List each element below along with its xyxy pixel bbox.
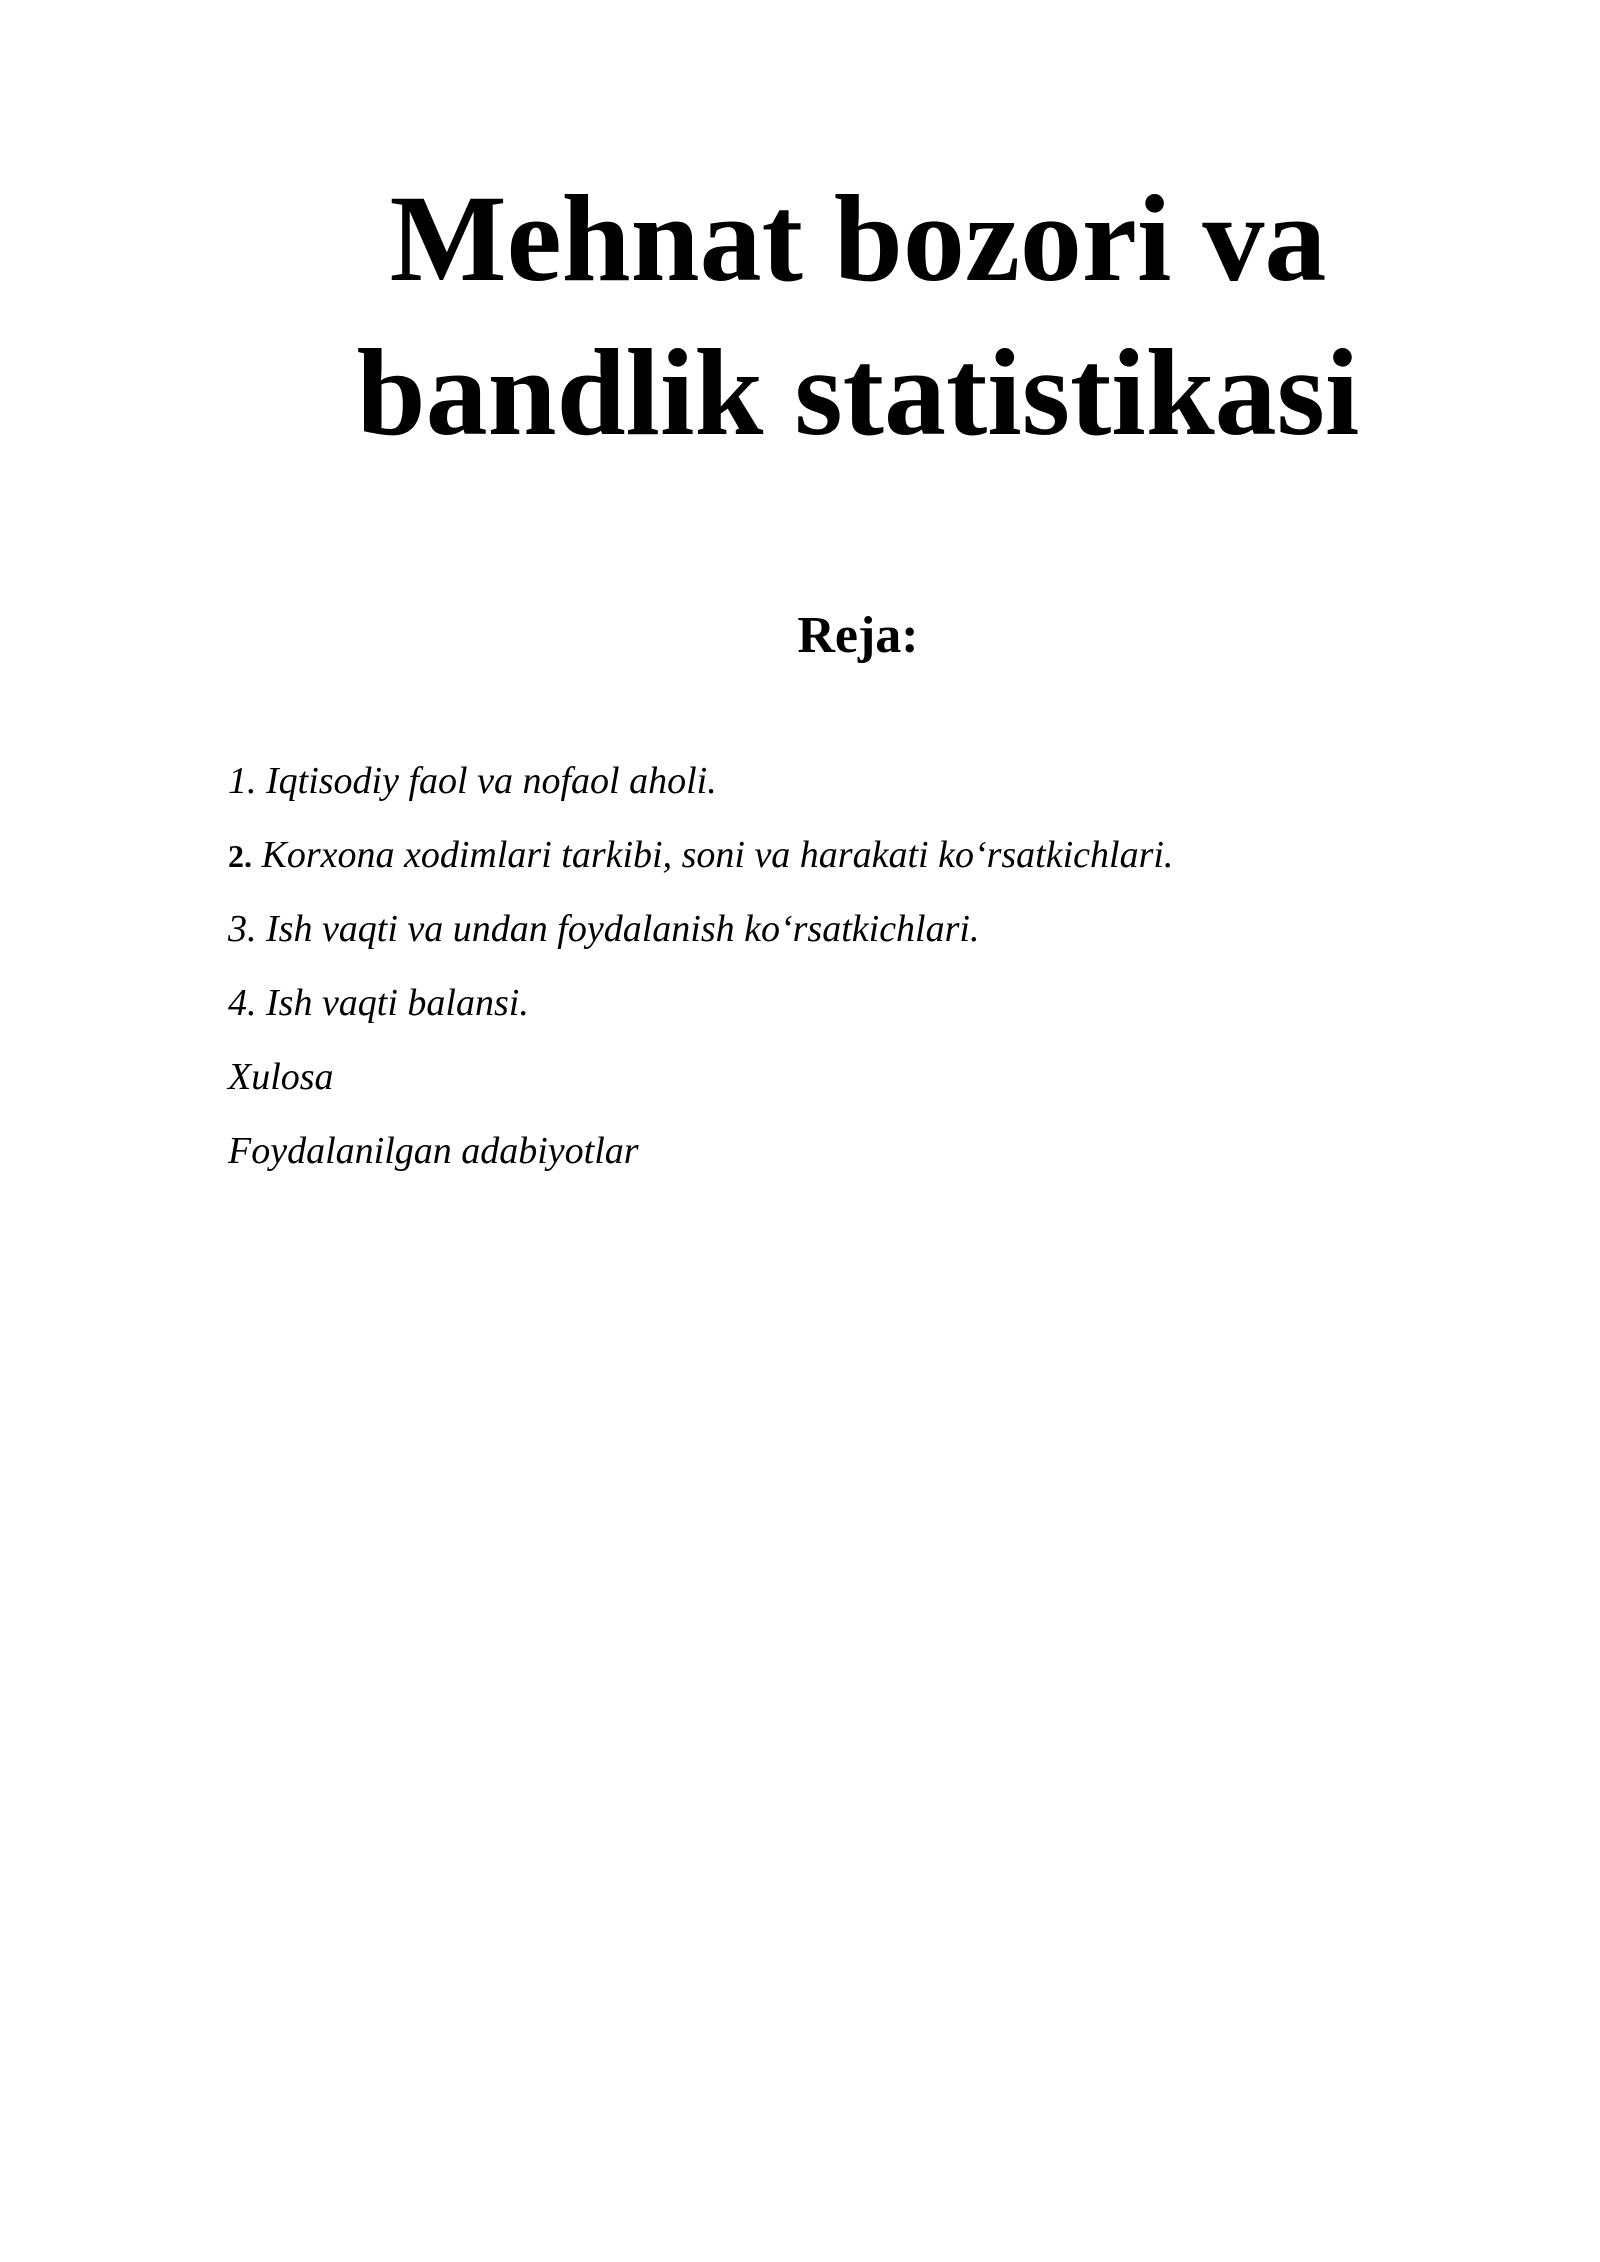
plan-item-number: 2. xyxy=(228,838,252,874)
plan-heading: Reja: xyxy=(797,607,919,664)
plan-item-text: Korxona xodimlari tarkibi, soni va harakati ko‘rsatkichlari. xyxy=(261,834,1174,876)
plan-item-number: 4. xyxy=(228,982,257,1024)
plan-item-text: Ish vaqti balansi. xyxy=(266,982,529,1024)
plan-item-3 xyxy=(228,892,1173,966)
plan-item-text: Iqtisodiy faol va nofaol aholi. xyxy=(266,760,717,802)
plan-item-conclusion xyxy=(228,1040,1173,1114)
plan-item-4 xyxy=(228,966,1173,1040)
plan-item-number: 1. xyxy=(228,760,257,802)
title-line-1: Mehnat bozori va xyxy=(389,170,1327,307)
plan-item-2 xyxy=(228,818,1173,892)
plan-list xyxy=(228,744,1173,1188)
plan-item-text: Ish vaqti va undan foydalanish ko‘rsatkichlari. xyxy=(266,908,980,950)
plan-item-text: Xulosa xyxy=(228,1056,334,1098)
plan-item-text: Foydalanilgan adabiyotlar xyxy=(228,1130,639,1172)
plan-item-references xyxy=(228,1114,1173,1188)
plan-item-1 xyxy=(228,744,1173,818)
document-title xyxy=(228,162,1488,470)
title-line-2: bandlik statistikasi xyxy=(356,324,1360,461)
plan-item-number: 3. xyxy=(228,908,257,950)
